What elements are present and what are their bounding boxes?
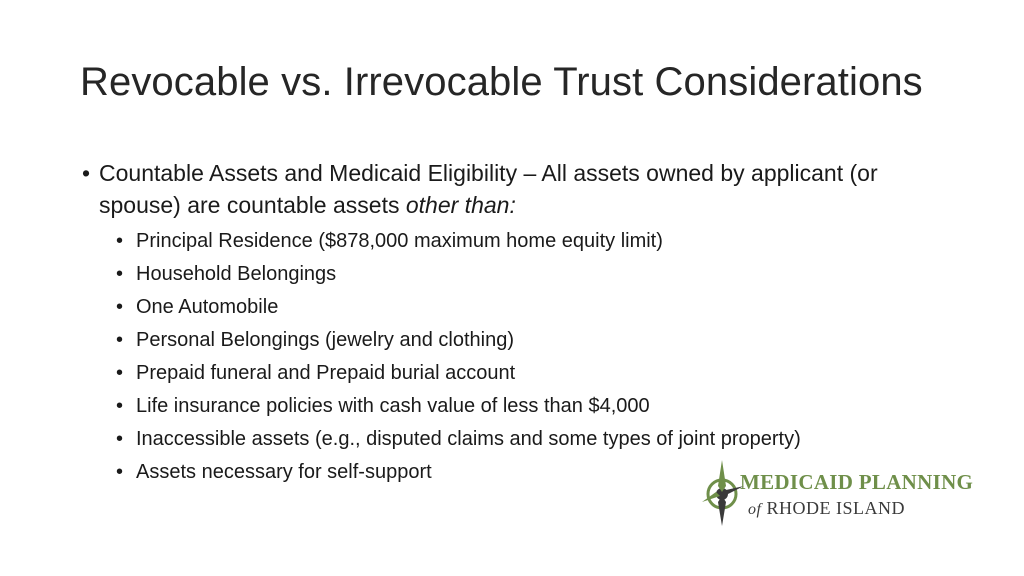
sub-bullet xyxy=(80,390,960,423)
sub-bullet-text: Personal Belongings (jewelry and clothing) xyxy=(136,329,514,351)
sub-bullet-text: Prepaid funeral and Prepaid burial account xyxy=(136,362,516,384)
logo-subtitle xyxy=(748,498,905,519)
sub-bullet-list xyxy=(80,225,960,489)
sub-bullet xyxy=(80,357,960,390)
sub-bullet-marker: • xyxy=(116,296,124,318)
slide-content xyxy=(80,157,960,489)
main-bullet-emphasis: other than: xyxy=(405,192,516,218)
sub-bullet-marker: • xyxy=(116,230,124,252)
main-bullet xyxy=(80,157,960,221)
sub-bullet xyxy=(80,423,960,456)
sub-bullet xyxy=(80,324,960,357)
medicaid-planning-logo xyxy=(700,458,990,528)
sub-bullet-text: Assets necessary for self-support xyxy=(136,461,432,483)
sub-bullet-text: One Automobile xyxy=(136,296,279,318)
bullet-marker: • xyxy=(82,160,91,186)
main-bullet-text: Countable Assets and Medicaid Eligibility – All assets owned by applicant (or spouse) are countable assets xyxy=(99,160,878,218)
slide-title: Revocable vs. Irrevocable Trust Considerations xyxy=(80,60,923,104)
sub-bullet-marker: • xyxy=(116,395,124,417)
sub-bullet-marker: • xyxy=(116,461,124,483)
sub-bullet-text: Life insurance policies with cash value of less than $4,000 xyxy=(136,395,650,417)
sub-bullet-marker: • xyxy=(116,428,124,450)
sub-bullet-marker: • xyxy=(116,329,124,351)
sub-bullet xyxy=(80,291,960,324)
sub-bullet xyxy=(80,225,960,258)
sub-bullet-text: Household Belongings xyxy=(136,263,337,285)
logo-subtitle-text: RHODE ISLAND xyxy=(766,498,905,518)
sub-bullet-marker: • xyxy=(116,263,124,285)
sub-bullet xyxy=(80,258,960,291)
logo-title: MEDICAID PLANNING xyxy=(740,470,974,494)
logo-subtitle-prefix: of xyxy=(748,501,762,518)
sub-bullet-marker: • xyxy=(116,362,124,384)
sub-bullet-text: Inaccessible assets (e.g., disputed claims and some types of joint property) xyxy=(136,428,801,450)
sub-bullet-text: Principal Residence ($878,000 maximum home equity limit) xyxy=(136,230,663,252)
